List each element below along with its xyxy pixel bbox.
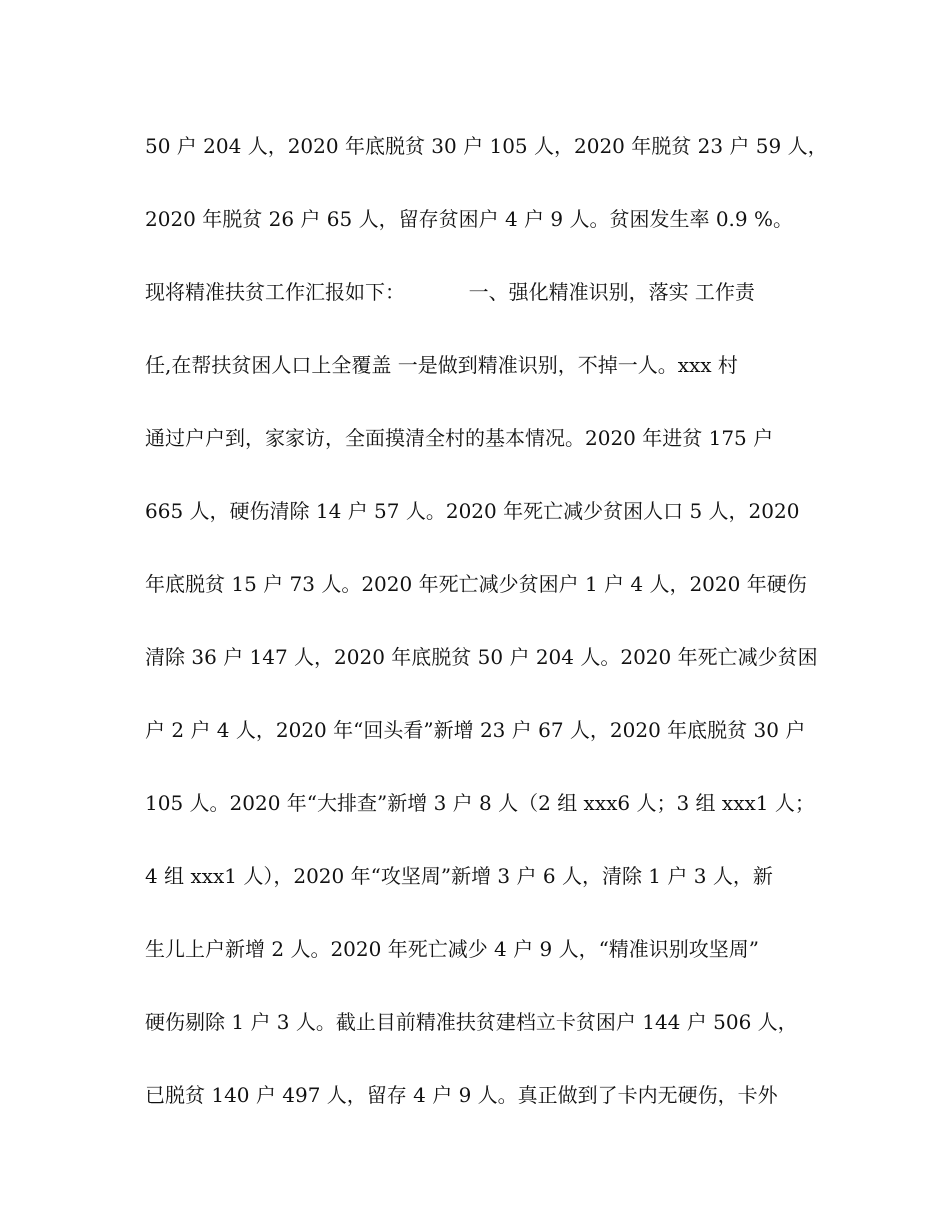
body-text bbox=[145, 126, 828, 1148]
text-line: 通过户户到，家家访，全面摸清全村的基本情况。2020 年进贫 175 户 bbox=[145, 426, 774, 450]
text-line: 任,在帮扶贫困人口上全覆盖 一是做到精准识别，不掉一人。xxx 村 bbox=[145, 353, 738, 377]
text-line: 年底脱贫 15 户 73 人。2020 年死亡减少贫困户 1 户 4 人，2020 年硬伤 bbox=[145, 572, 807, 596]
text-line: 665 人，硬伤清除 14 户 57 人。2020 年死亡减少贫困人口 5 人，2020 bbox=[145, 499, 800, 523]
text-line: 户 2 户 4 人，2020 年“回头看”新增 23 户 67 人，2020 年底脱贫 30 户 bbox=[145, 718, 806, 742]
text-line: 清除 36 户 147 人，2020 年底脱贫 50 户 204 人。2020 年死亡减少贫困 bbox=[145, 645, 818, 669]
text-line: 现将精准扶贫工作汇报如下： 一、强化精准识别，落实 工作责 bbox=[145, 280, 755, 304]
text-line: 50 户 204 人，2020 年底脱贫 30 户 105 人，2020 年脱贫 23 户 59 人， bbox=[145, 134, 828, 158]
text-line: 生儿上户新增 2 人。2020 年死亡减少 4 户 9 人，“精准识别攻坚周” bbox=[145, 937, 760, 961]
text-line: 2020 年脱贫 26 户 65 人，留存贫困户 4 户 9 人。贫困发生率 0.9 %。 bbox=[145, 207, 793, 231]
text-line: 已脱贫 140 户 497 人，留存 4 户 9 人。真正做到了卡内无硬伤，卡外 bbox=[145, 1083, 778, 1107]
text-line: 4 组 xxx1 人），2020 年“攻坚周”新增 3 户 6 人，清除 1 户 3 人，新 bbox=[145, 864, 773, 888]
text-line: 105 人。2020 年“大排查”新增 3 户 8 人（2 组 xxx6 人；3 组 xxx1 人； bbox=[145, 791, 815, 815]
text-line: 硬伤剔除 1 户 3 人。截止目前精准扶贫建档立卡贫困户 144 户 506 人， bbox=[145, 1010, 798, 1034]
